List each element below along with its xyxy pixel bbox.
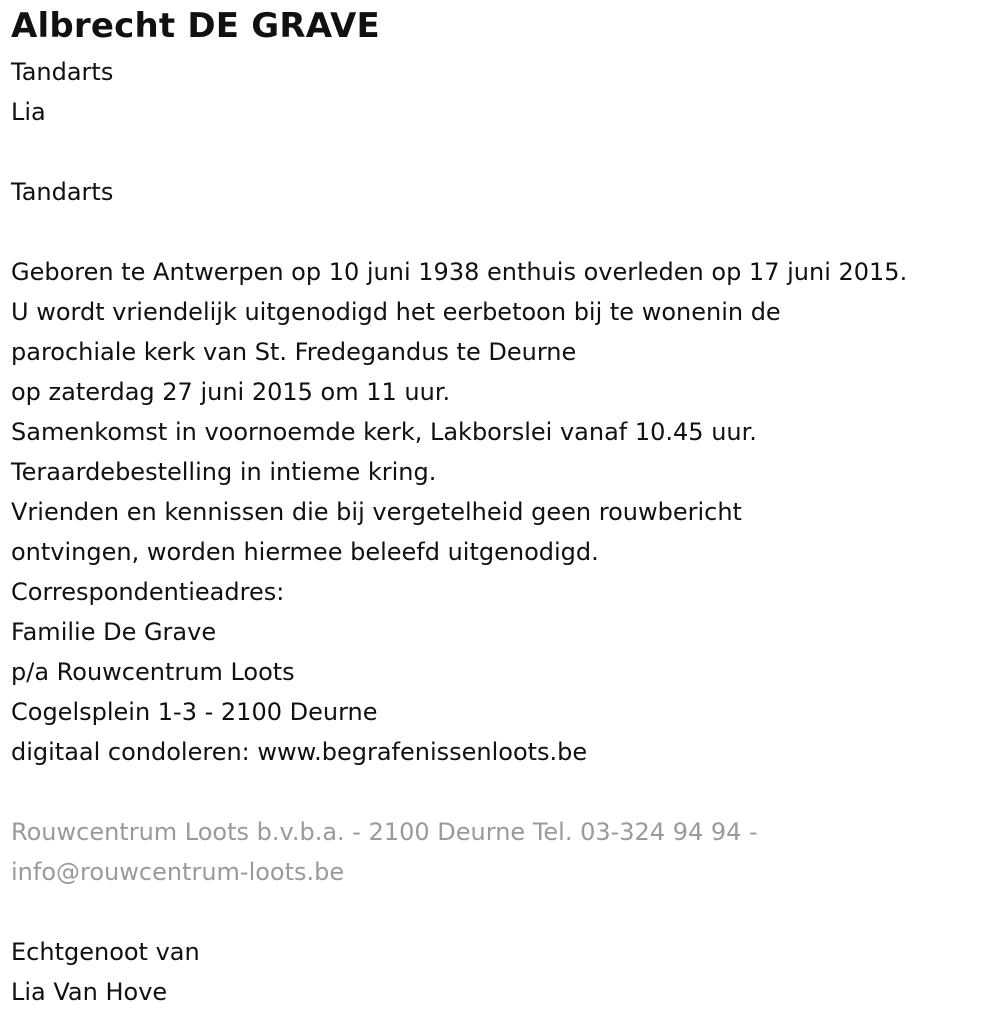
notice-line-church: parochiale kerk van St. Fredegandus te Deurne xyxy=(11,338,577,366)
spacer xyxy=(11,132,991,172)
profession: Tandarts xyxy=(11,58,114,86)
funeral-home-footer xyxy=(11,812,991,892)
notice-body xyxy=(11,252,991,772)
notice-line-burial: Teraardebestelling in intieme kring. xyxy=(11,458,437,486)
notice-line-date: op zaterdag 27 juni 2015 om 11 uur. xyxy=(11,378,451,406)
notice-line-friends: Vrienden en kennissen die bij vergetelheid geen rouwbericht xyxy=(11,498,742,526)
spouse-name: Lia Van Hove xyxy=(11,978,168,1006)
partner-short-name: Lia xyxy=(11,98,46,126)
spacer xyxy=(11,212,991,252)
notice-line-friends-cont: ontvingen, worden hiermee beleefd uitgenodigd. xyxy=(11,538,599,566)
correspondence-label: Correspondentieadres: xyxy=(11,578,285,606)
notice-line-birth-death: Geboren te Antwerpen op 10 juni 1938 enthuis overleden op 17 juni 2015. xyxy=(11,258,908,286)
spacer xyxy=(11,772,991,812)
funeral-home-contact: Rouwcentrum Loots b.v.b.a. - 2100 Deurne Tel. 03-324 94 94 - xyxy=(11,818,758,846)
spouse-label: Echtgenoot van xyxy=(11,938,200,966)
funeral-home-email: info@rouwcentrum-loots.be xyxy=(11,858,345,886)
digital-condolence: digitaal condoleren: www.begrafenissenloots.be xyxy=(11,738,588,766)
deceased-name: Albrecht DE GRAVE xyxy=(11,6,380,46)
correspondence-care-of: p/a Rouwcentrum Loots xyxy=(11,658,295,686)
obituary-notice xyxy=(11,0,991,1012)
notice-line-gathering: Samenkomst in voornoemde kerk, Lakborslei vanaf 10.45 uur. xyxy=(11,418,757,446)
spacer xyxy=(11,892,991,932)
correspondence-family: Familie De Grave xyxy=(11,618,217,646)
notice-line-invitation: U wordt vriendelijk uitgenodigd het eerbetoon bij te wonenin de xyxy=(11,298,781,326)
profession-repeat: Tandarts xyxy=(11,178,114,206)
correspondence-address: Cogelsplein 1-3 - 2100 Deurne xyxy=(11,698,378,726)
